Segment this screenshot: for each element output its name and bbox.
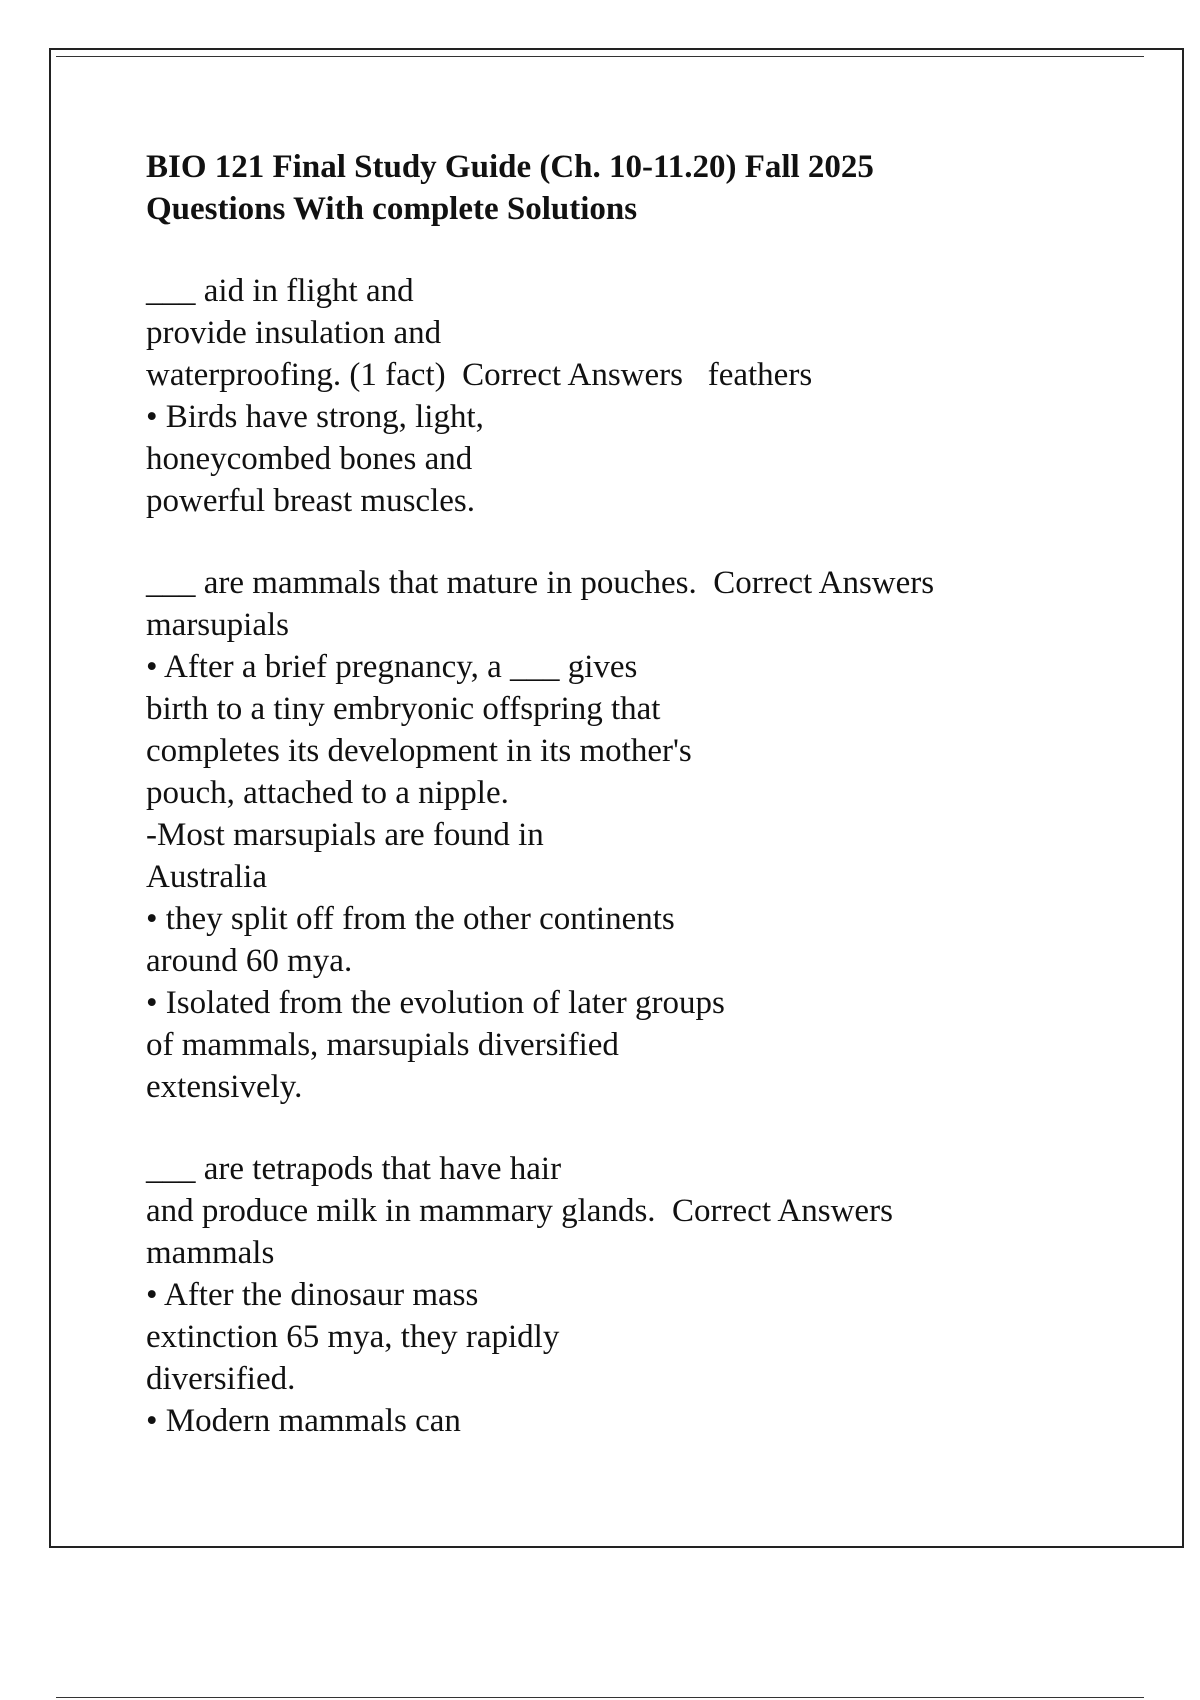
qa-line: • After a brief pregnancy, a ___ gives: [146, 649, 638, 685]
qa-line: and produce milk in mammary glands. Correct Answers: [146, 1193, 893, 1229]
qa-line: extinction 65 mya, they rapidly: [146, 1319, 560, 1355]
bottom-rule: [56, 1697, 1144, 1698]
qa-line: ___ aid in flight and: [146, 273, 414, 309]
qa-line: ___ are tetrapods that have hair: [146, 1151, 562, 1187]
document-title: [146, 146, 1106, 230]
qa-line: waterproofing. (1 fact) Correct Answers feathers: [146, 357, 813, 393]
qa-line: mammals: [146, 1235, 275, 1271]
top-rule: [56, 56, 1144, 57]
title-line-2: Questions With complete Solutions: [146, 191, 638, 227]
qa-line: • Birds have strong, light,: [146, 399, 484, 435]
qa-line: around 60 mya.: [146, 943, 353, 979]
qa-line: extensively.: [146, 1069, 303, 1105]
qa-item-feathers: [146, 270, 1106, 522]
qa-line: Australia: [146, 859, 267, 895]
qa-line: • After the dinosaur mass: [146, 1277, 479, 1313]
qa-line: • Modern mammals can: [146, 1403, 461, 1439]
qa-line: pouch, attached to a nipple.: [146, 775, 509, 811]
qa-line: ___ are mammals that mature in pouches. Correct Answers: [146, 565, 935, 601]
qa-line: marsupials: [146, 607, 289, 643]
qa-line: of mammals, marsupials diversified: [146, 1027, 619, 1063]
qa-line: diversified.: [146, 1361, 296, 1397]
qa-item-marsupials: [146, 562, 1106, 1108]
qa-line: • they split off from the other continents: [146, 901, 675, 937]
qa-line: • Isolated from the evolution of later groups: [146, 985, 725, 1021]
qa-line: honeycombed bones and: [146, 441, 473, 477]
title-line-1: BIO 121 Final Study Guide (Ch. 10-11.20) Fall 2025: [146, 149, 874, 185]
qa-item-mammals: [146, 1148, 1106, 1442]
qa-line: birth to a tiny embryonic offspring that: [146, 691, 661, 727]
document-body: [146, 146, 1106, 1482]
qa-line: -Most marsupials are found in: [146, 817, 544, 853]
qa-line: provide insulation and: [146, 315, 442, 351]
qa-line: powerful breast muscles.: [146, 483, 475, 519]
qa-line: completes its development in its mother's: [146, 733, 692, 769]
